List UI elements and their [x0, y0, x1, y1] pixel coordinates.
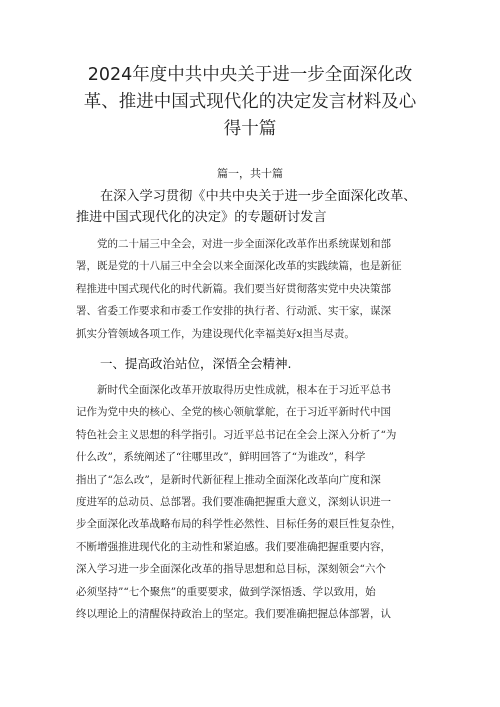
document-title [60, 62, 440, 143]
paragraph-line: 度进军的总动员、总部署。我们要准确把握重大意义，深刻认识进一 [76, 496, 391, 509]
paragraph-line: 必须坚持”“七个聚焦”的重要要求，做到学深悟透、学以致用，始 [76, 585, 376, 598]
paragraph-line: 终以理论上的清醒保持政治上的坚定。我们要准确把握总体部署，认 [76, 608, 391, 621]
paragraph-line: 党的二十届三中全会，对进一步全面深化改革作出系统谋划和部 [76, 238, 391, 250]
paragraph-line: 步全面深化改革战略布局的科学性必然性、目标任务的艰巨性复杂性， [76, 518, 402, 531]
paragraph-line: 新时代全面深化改革开放取得历史性成就，根本在于习近平总书 [76, 384, 391, 396]
document-title-line: 革、推进中国式现代化的决定发言材料及心 [83, 92, 417, 112]
paragraph-line: 不断增强推进现代化的主动性和紧迫感。我们要准确把握重要内容， [76, 540, 391, 553]
paragraph-line: 署、省委工作要求和市委工作安排的执行者、行动派、实干家，谋深 [76, 305, 391, 318]
paragraph-line: 署，既是党的十八届三中全会以来全面深化改革的实践续篇，也是新征 [76, 260, 402, 273]
paragraph-line: 指出了“怎么改”，是新时代新征程上推动全面深化改革向广度和深 [76, 473, 381, 486]
section-heading-1: 一、提高政治站位，深悟全会精神. [100, 356, 292, 371]
document-title-line: 2024年度中共中央关于进一步全面深化改 [87, 65, 413, 85]
speech-title [76, 186, 476, 228]
document-title-line: 得十篇 [223, 119, 277, 139]
paragraph-line: 记作为党中央的核心、全党的核心领航掌舵，在于习近平新时代中国 [76, 406, 391, 419]
speech-title-line: 推进中国式现代化的决定》的专题研讨发言 [76, 210, 327, 225]
paragraph-line: 深入学习进一步全面深化改革的指导思想和总目标，深刻领会“六个 [76, 563, 386, 576]
paragraph-section-1 [76, 379, 426, 625]
section-label: 篇一，共十篇 [217, 167, 283, 180]
paragraph-intro [76, 233, 426, 345]
paragraph-line: 特色社会主义思想的科学指引。习近平总书记在全会上深入分析了“为 [76, 428, 397, 441]
speech-title-line: 在深入学习贯彻《中共中央关于进一步全面深化改革、 [100, 189, 417, 204]
paragraph-line: 抓实分管领域各项工作，为建设现代化幸福美好x担当尽责。 [76, 327, 355, 340]
paragraph-line: 程推进中国式现代化的时代新篇。我们要当好贯彻落实党中央决策部 [76, 282, 391, 295]
paragraph-line: 什么改”，系统阐述了“往哪里改”，鲜明回答了“为谁改”，科学 [76, 451, 366, 464]
